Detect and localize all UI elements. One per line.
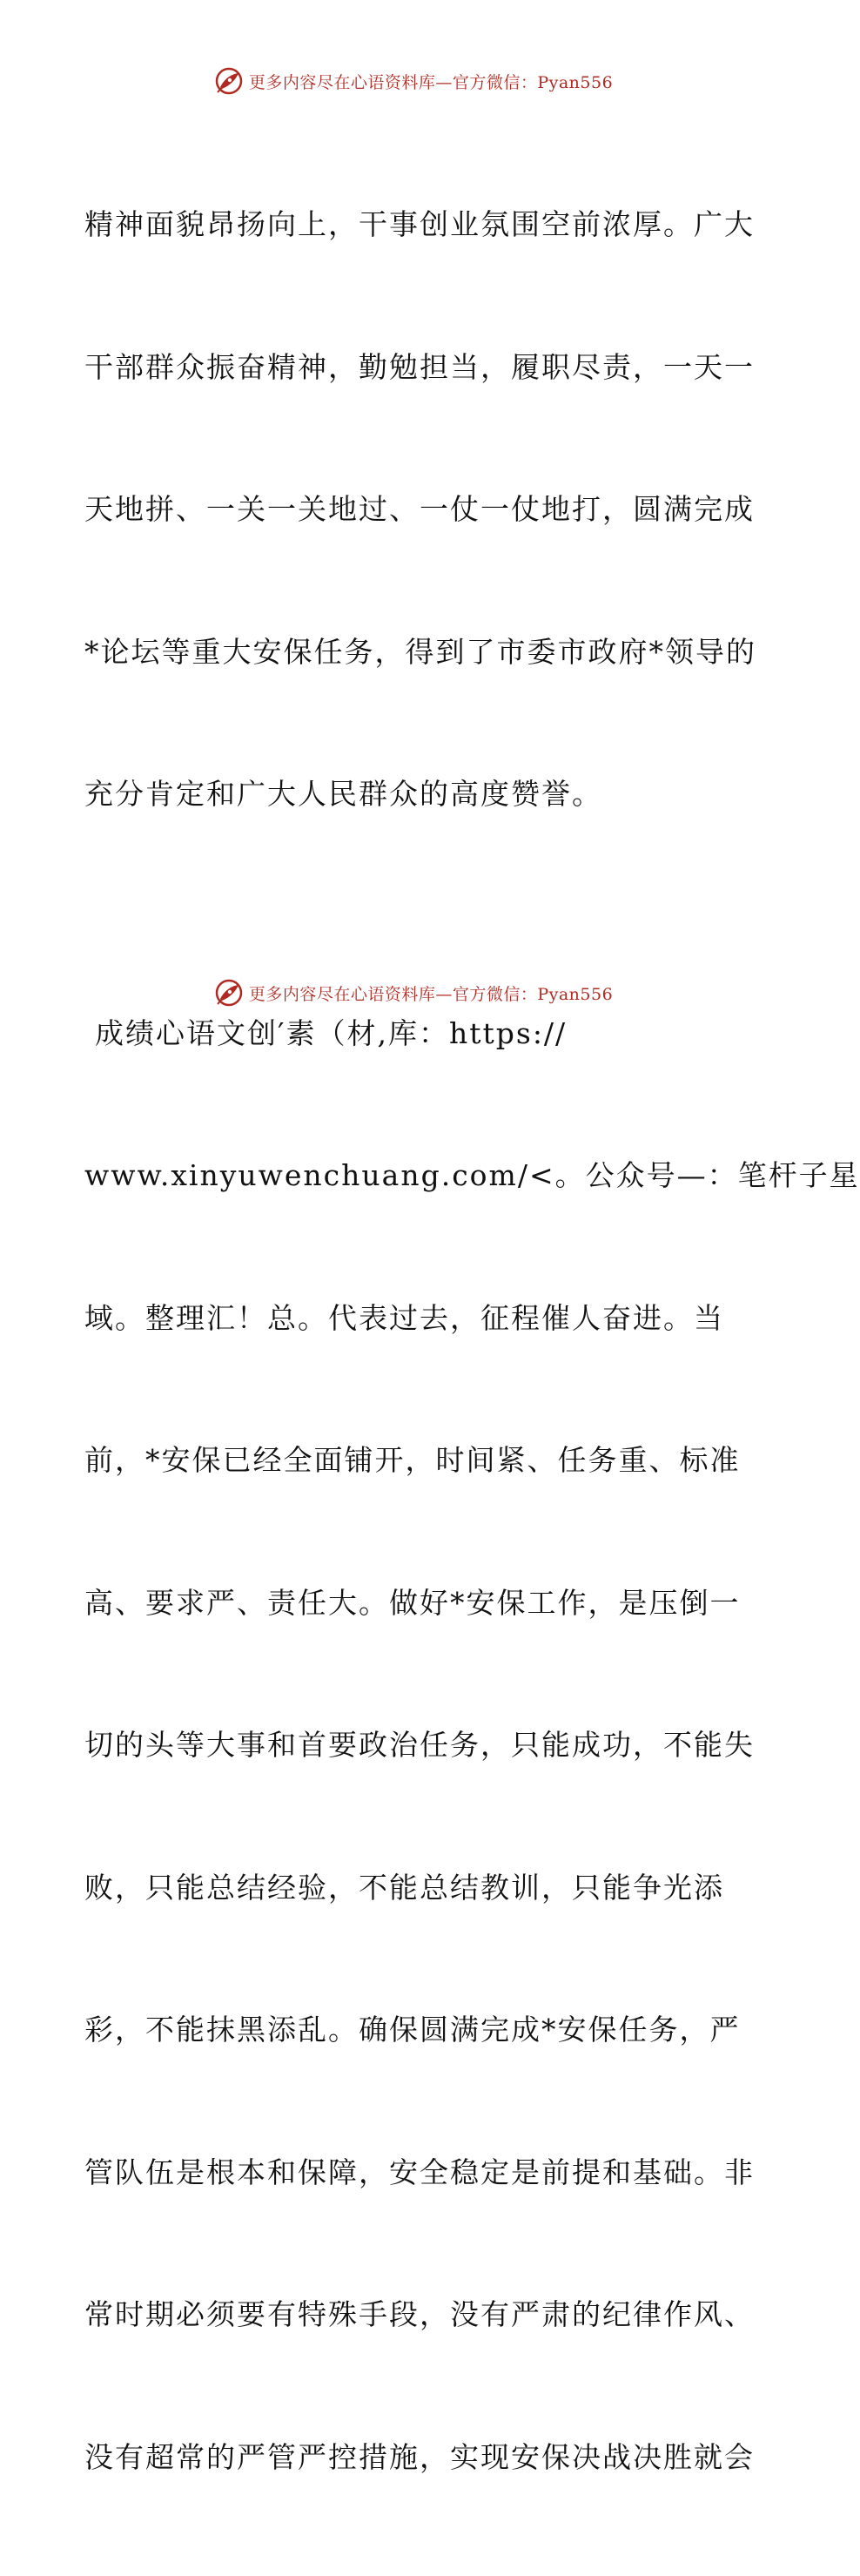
text-line: 天地拼、一关一关地过、一仗一仗地打，圆满完成 [84,486,746,534]
watermark-footer [0,978,827,1008]
text-line: 切的头等大事和首要政治任务，只能成功，不能失 [84,1722,746,1770]
pen-nib-logo-icon [214,978,244,1008]
watermark-text: 更多内容尽在心语资料库—官方微信：Pyan556 [249,70,613,93]
paragraph [84,106,746,914]
text-line: *论坛等重大安保任务，得到了市委市政府*领导的 [84,629,746,677]
text-line: 常时期必须要有特殊手段，没有严肃的纪律作风、 [84,2291,746,2339]
paragraph [84,915,746,2576]
watermark-text: 更多内容尽在心语资料库—官方微信：Pyan556 [249,981,613,1005]
text-line: 精神面貌昂扬向上，干事创业氛围空前浓厚。广大 [84,201,746,249]
watermark-header [0,66,827,96]
text-line: 充分肯定和广大人民群众的高度赞誉。 [84,771,746,819]
document-page [0,0,827,1071]
text-line: 管队伍是根本和保障，安全稳定是前提和基础。非 [84,2149,746,2197]
text-line: 干部群众振奋精神，勤勉担当，履职尽责，一天一 [84,344,746,392]
text-line: 彩，不能抹黑添乱。确保圆满完成*安保任务，严 [84,2006,746,2054]
text-line: 败，只能总结经验，不能总结教训，只能争光添 [84,1865,746,1912]
pen-nib-logo-icon [214,66,244,96]
text-line: 域。整理汇！总。代表过去，征程催人奋进。当 [84,1295,746,1343]
text-line: 高、要求严、责任大。做好*安保工作，是压倒一 [84,1580,746,1628]
text-line: www.xinyuwenchuang.com/<。公众号—：笔杆子星 [84,1152,746,1200]
text-line: 成绩心语文创′素（材,库：https:// [84,1010,746,1058]
text-line: 前，*安保已经全面铺开，时间紧、任务重、标准 [84,1437,746,1485]
body-text [84,106,746,2576]
text-line: 没有超常的严管严控措施，实现安保决战决胜就会 [84,2434,746,2482]
